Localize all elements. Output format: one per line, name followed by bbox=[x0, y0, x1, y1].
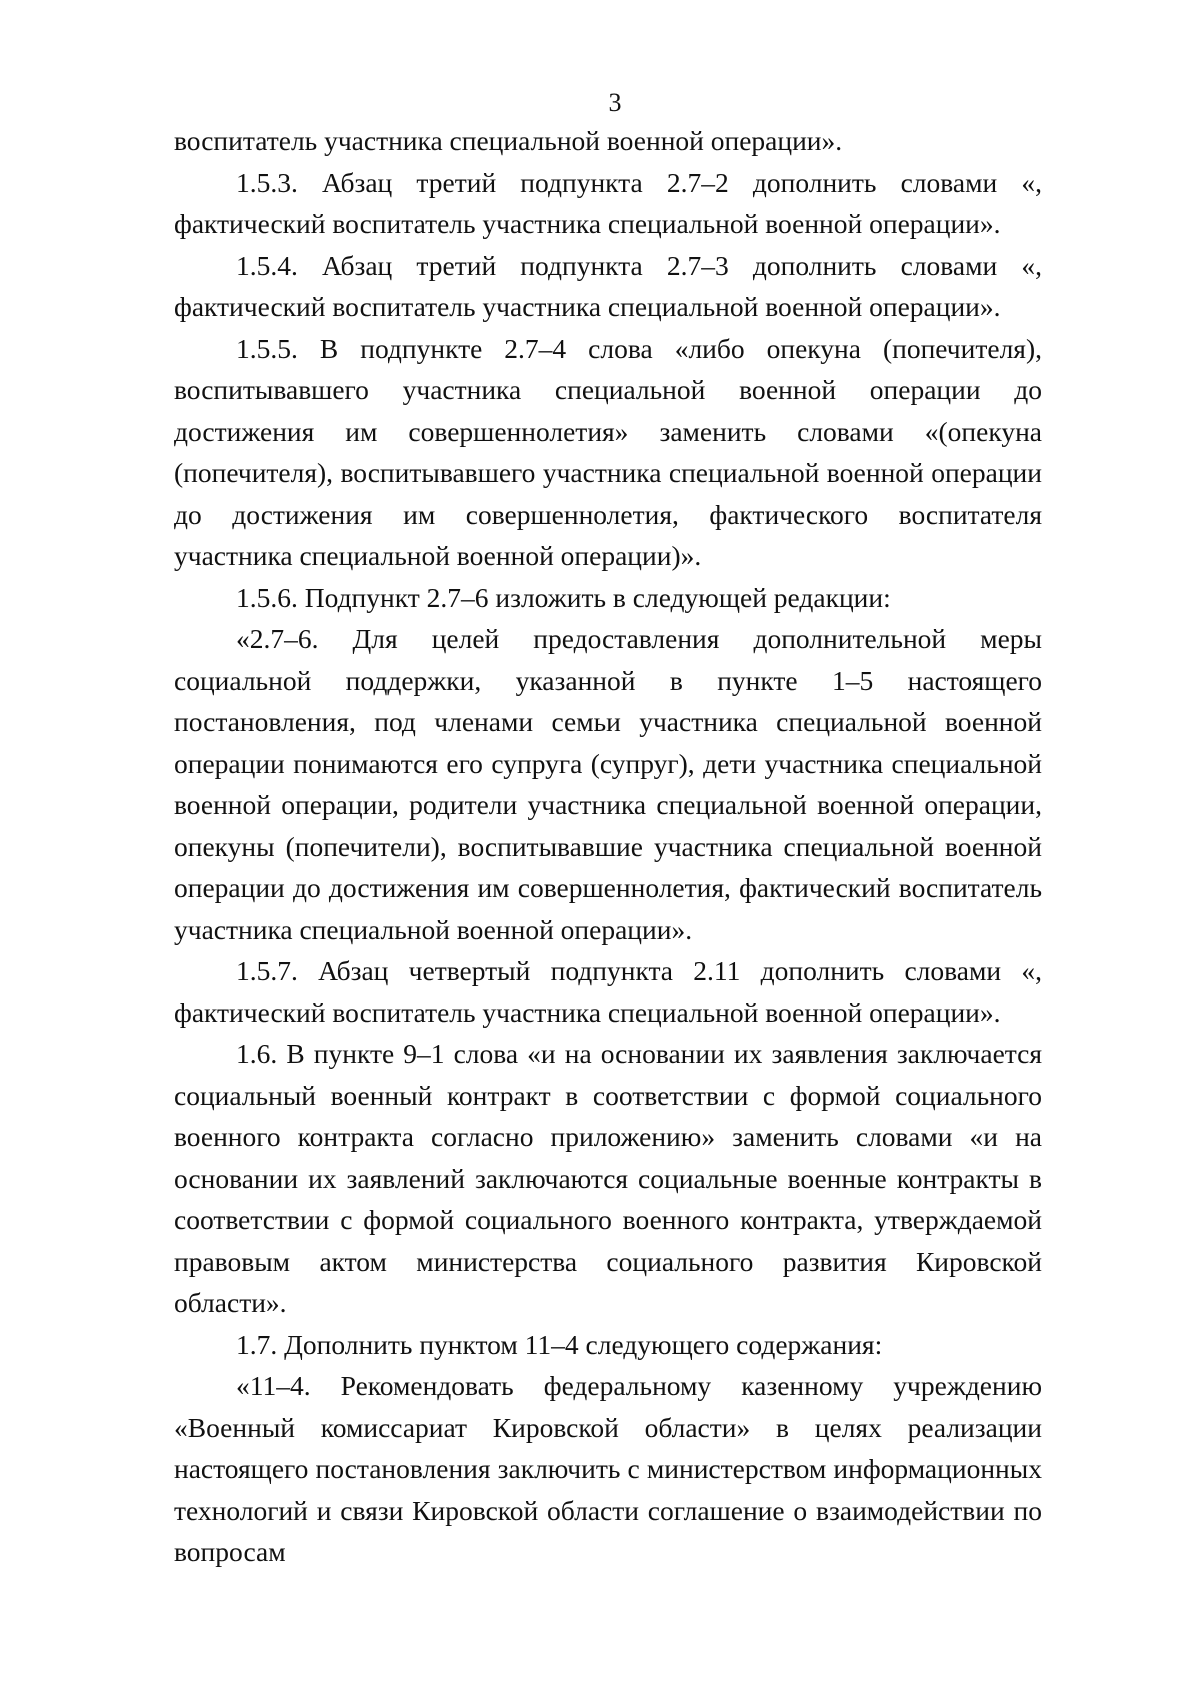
paragraph-11-4-quote: «11–4. Рекомендовать федеральному казенному учреждению «Военный комиссариат Кировской области» в целях реализации настоящего постановления заключить с министерством информационных технологий и связи Кировской области соглашение о взаимодействии по вопросам bbox=[174, 1370, 1042, 1567]
document-body bbox=[174, 120, 1042, 1573]
paragraph-1-5-3: 1.5.3. Абзац третий подпункта 2.7–2 дополнить словами «, фактический воспитатель участника специальной военной операции». bbox=[174, 166, 1042, 239]
paragraph-continuation: воспитатель участника специальной военной операции». bbox=[174, 125, 843, 156]
paragraph-1-5-6: 1.5.6. Подпункт 2.7–6 изложить в следующей редакции: bbox=[236, 581, 891, 613]
page-number: 3 bbox=[608, 88, 622, 117]
paragraph-1-5-4: 1.5.4. Абзац третий подпункта 2.7–3 дополнить словами «, фактический воспитатель участника специальной военной операции». bbox=[174, 249, 1042, 322]
paragraph-1-7: 1.7. Дополнить пунктом 11–4 следующего содержания: bbox=[236, 1328, 883, 1360]
paragraph-1-5-7: 1.5.7. Абзац четвертый подпункта 2.11 дополнить словами «, фактический воспитатель участника специальной военной операции». bbox=[174, 955, 1042, 1028]
paragraph-2-7-6-quote: «2.7–6. Для целей предоставления дополнительной меры социальной поддержки, указанной в пункте 1–5 настоящего постановления, под членами семьи участника специальной военной операции понимаются его супруга (супруг), дети участника специальной военной операции, родители участника специальной военной операции, опекуны (попечители), воспитывавшие участника специальной военной операции до достижения им совершеннолетия, фактический воспитатель участника специальной военной операции». bbox=[174, 623, 1042, 945]
paragraph-1-6: 1.6. В пункте 9–1 слова «и на основании их заявления заключается социальный военный контракт в соответствии с формой социального военного контракта согласно приложению» заменить словами «и на основании их заявлений заключаются социальные военные контракты в соответствии с формой социального военного контракта, утверждаемой правовым актом министерства социального развития Кировской области». bbox=[174, 1038, 1042, 1318]
paragraph-1-5-5: 1.5.5. В подпункте 2.7–4 слова «либо опекуна (попечителя), воспитывавшего участника специальной военной операции до достижения им совершеннолетия» заменить словами «(опекуна (попечителя), воспитывавшего участника специальной военной операции до достижения им совершеннолетия, фактического воспитателя участника специальной военной операции)». bbox=[174, 332, 1042, 571]
